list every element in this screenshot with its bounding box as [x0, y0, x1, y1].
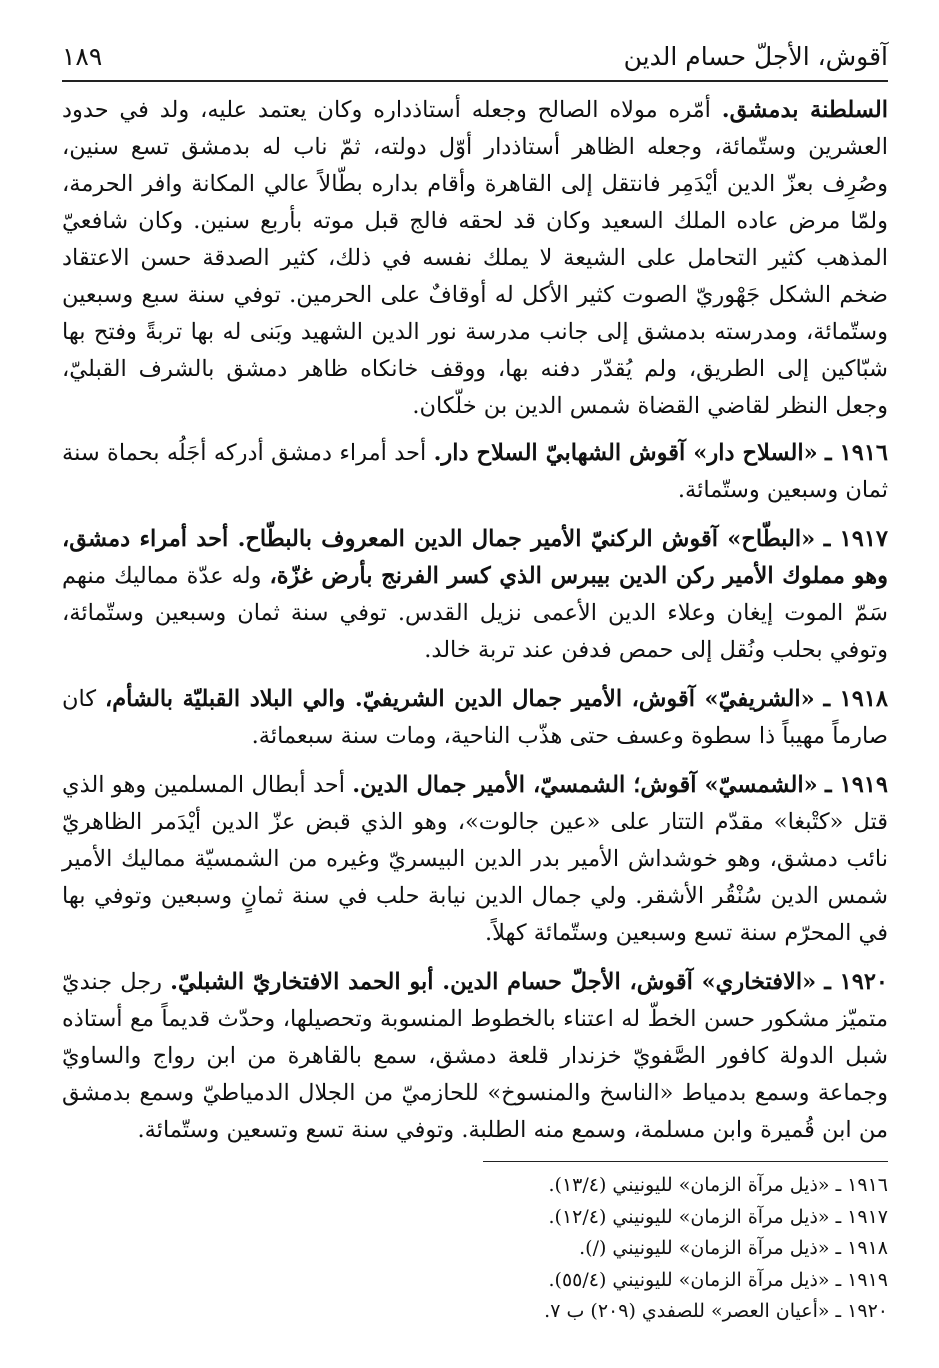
entry-text: وله عدّة مماليك منهم سَمّ الموت إيغان وعلاء الدين الأعمى نزيل القدس. توفي سنة ثمان وسبعين وستّمائة، وتوفي بحلب ونُقل إلى حمص فدفن عند تربة خالد.: [62, 563, 888, 663]
entry-lead: «السلاح دار» آقوش الشهابيّ السلاح دار.: [433, 440, 818, 466]
entry-lead: «الافتخاري» آقوش، الأجلّ حسام الدين. أبو الحمد الافتخاريّ الشبليّ.: [170, 969, 817, 995]
entry-1918: [62, 681, 888, 755]
book-page: [62, 40, 888, 1328]
entry-number: ١٩١٩ ـ: [825, 772, 888, 798]
entry-paragraph: [62, 92, 888, 425]
entry-text: كان صارماً مهيباً ذا سطوة وعسف حتى هذّب الناحية، ومات سنة سبعمائة.: [62, 686, 888, 749]
page-header: [62, 40, 888, 82]
entry-text: رجل جنديّ متميّز مشكور حسن الخطّ له اعتناء بالخطوط المنسوبة وتحصيلها، وحدّث قديماً مع أستاذه شبل الدولة كافور الصَّفويّ خزندار قلعة دمشق، سمع بالقاهرة من ابن رواج والساويّ وجماعة وسمع بدمياط «الناسخ والمنسوخ» للحازميّ من الجلال الدمياطيّ وسمع بدمشق من ابن قُميرة وابن مسلمة، وسمع منه الطلبة. وتوفي سنة تسع وتسعين وستّمائة.: [62, 969, 888, 1143]
footnote: ١٩٢٠ ـ «أعيان العصر» للصفدي (٢٠٩) ب ٧.: [544, 1300, 888, 1322]
running-title: آقوش، الأجلّ حسام الدين: [623, 42, 888, 71]
entry-number: ١٩١٨ ـ: [823, 686, 888, 712]
entry-text: أمّره مولاه الصالح وجعله أستاذداره وكان يعتمد عليه، ولد في حدود العشرين وستّمائة، وجعله الظاهر أستاذدار أوّل دولته، ثمّ ناب له بدمشق تسع سنين، وصُرِف بعزّ الدين أيْدَمِر فانتقل إلى القاهرة وأقام بداره بطّالاً عالي المكانة وافر الحرمة، ولمّا مرض عاده الملك السعيد وكان قد لحقه فالج قبل موته بأربع سنين. وكان شافعيّ المذهب كثير التحامل على الشيعة لا يملك نفسه في ذلك، كثير الصدقة حسن الاعتقاد ضخم الشكل جَهْوريّ الصوت كثير الأكل له أوقافٌ على الحرمين. توفي سنة سبع وسبعين وستّمائة، ومدرسته بدمشق إلى جانب مدرسة نور الدين الشهيد وبَنى له بها تربةً وفتح بها شبّاكين إلى الطريق، ولم يُقدّر دفنه بها، ووقف خانكاه ظاهر دمشق بالشرف القبليّ، وجعل النظر لقاضي القضاة شمس الدين بن خلّكان.: [62, 97, 888, 419]
footnotes: [483, 1161, 888, 1328]
entry-1919: [62, 767, 888, 952]
body-text: [62, 92, 888, 1149]
entry-lead: «الشمسيّ» آقوش؛ الشمسيّ، الأمير جمال الدين.: [352, 772, 818, 798]
entry-1917: [62, 521, 888, 669]
footnote: ١٩١٨ ـ «ذيل مرآة الزمان» لليونيني (/).: [579, 1237, 888, 1259]
entry-lead: «الشريفيّ» آقوش، الأمير جمال الدين الشريفيّ. والي البلاد القبليّة بالشأم،: [104, 686, 815, 712]
page-number: ١٨٩: [62, 42, 103, 71]
entry-number: ١٩٢٠ ـ: [824, 969, 888, 995]
entry-number: ١٩١٧ ـ: [823, 526, 888, 552]
entry-lead: السلطنة بدمشق.: [721, 97, 888, 123]
entry-1916: [62, 435, 888, 509]
entry-number: ١٩١٦ ـ: [825, 440, 888, 466]
entry-text: أحد أمراء دمشق أدركه أجَلُه بحماة سنة ثمان وسبعين وستّمائة.: [62, 440, 888, 503]
entry-lead: «البطّاح» آقوش الركنيّ الأمير جمال الدين المعروف بالبطّاح. أحد أمراء دمشق، وهو مملوك الأمير ركن الدين بيبرس الذي كسر الفرنج بأرض غزّة،: [62, 526, 888, 589]
footnote: ١٩١٧ ـ «ذيل مرآة الزمان» لليونيني (١٢/٤).: [548, 1205, 888, 1228]
entry-1920: [62, 964, 888, 1149]
footnote: ١٩١٩ ـ «ذيل مرآة الزمان» لليونيني (٥٥/٤).: [548, 1268, 888, 1291]
entry-text: أحد أبطال المسلمين وهو الذي قتل «كتْبغا» مقدّم التتار على «عين جالوت»، وهو الذي قبض عزّ الدين أيْدَمر الظاهريّ نائب دمشق، وهو خوشداش الأمير بدر الدين البيسريّ وغيره من الشمسيّة مماليك الأمير شمس الدين سُنْقُر الأشقر. ولي جمال الدين نيابة حلب في سنة ثمانٍ وسبعين وتوفي بها في المحرّم سنة تسع وسبعين وستّمائة كهلاً.: [62, 772, 888, 946]
footnote: ١٩١٦ ـ «ذيل مرآة الزمان» لليونيني (١٣/٤).: [548, 1174, 888, 1196]
